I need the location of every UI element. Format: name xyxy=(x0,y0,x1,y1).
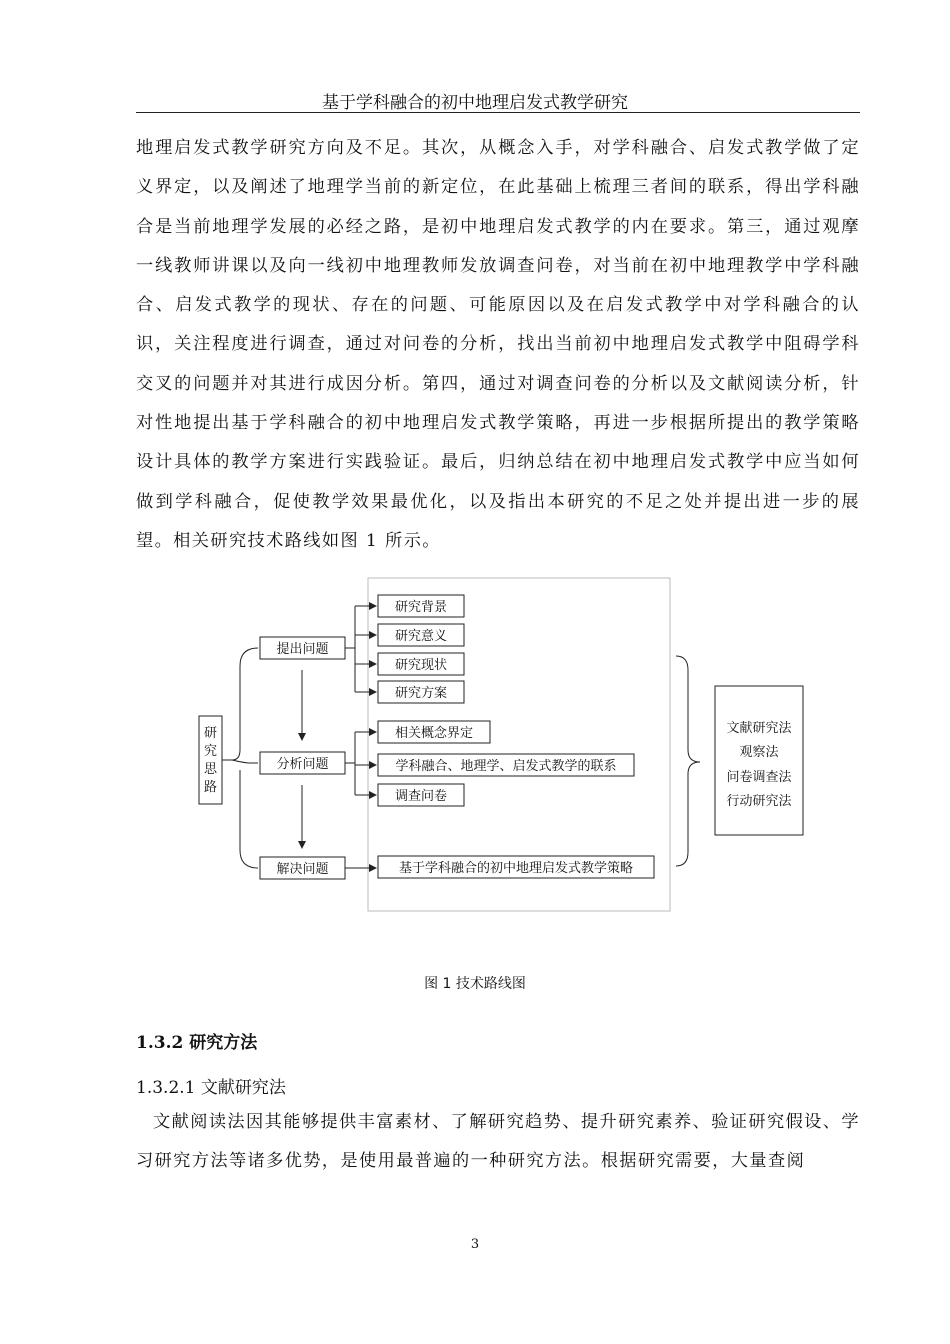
method-label: 问卷调查法 xyxy=(726,770,792,785)
root-bracket-middle xyxy=(232,760,258,763)
root-char: 究 xyxy=(203,744,218,759)
stage1-branch-lines xyxy=(345,606,355,692)
stage1-item: 研究方案 xyxy=(394,686,448,701)
method-label: 观察法 xyxy=(739,745,779,760)
stage2-branch-lines xyxy=(345,732,355,795)
body-paragraph-2: 文献阅读法因其能够提供丰富素材、了解研究趋势、提升研究素养、验证研究假设、学习研究方法等诸多优势，是使用最普遍的一种研究方法。根据研究需要，大量查阅 xyxy=(136,1112,860,1172)
page-number: 3 xyxy=(470,1237,480,1252)
section-heading: 1.3.2 研究方法 xyxy=(136,1033,258,1053)
methods-box xyxy=(715,686,803,835)
stage1-item: 研究现状 xyxy=(394,658,448,673)
root-bracket xyxy=(222,648,258,868)
root-char: 路 xyxy=(203,780,218,795)
subsection-heading: 1.3.2.1 文献研究法 xyxy=(136,1078,286,1098)
page-header-title: 基于学科融合的初中地理启发式教学研究 xyxy=(322,93,628,113)
stage-label-1: 提出问题 xyxy=(276,642,329,657)
stage-label-3: 解决问题 xyxy=(276,862,329,877)
right-bracket xyxy=(676,656,700,866)
stage-label-2: 分析问题 xyxy=(276,757,329,772)
stage3-item: 基于学科融合的初中地理启发式教学策略 xyxy=(398,861,634,876)
method-label: 文献研究法 xyxy=(726,721,792,736)
root-char: 思 xyxy=(203,762,218,777)
stage1-item: 研究背景 xyxy=(394,600,448,615)
stage1-item: 研究意义 xyxy=(394,629,448,644)
body-paragraph-1: 地理启发式教学研究方向及不足。其次，从概念入手，对学科融合、启发式教学做了定义界定，以及阐述了地理学当前的新定位，在此基础上梳理三者间的联系，得出学科融合是当前地理学发展的必经之路，是初中地理启发式教学的内在要求。第三，通过观摩一线教师讲课以及向一线初中地理教师发放调查问卷，对当前在初中地理教学中学科融合、启发式教学的现状、存在的问题、可能原因以及在启发式教学中对学科融合的认识，关注程度进行调查，通过对问卷的分析，找出当前初中地理启发式教学中阻碍学科交叉的问题并对其进行成因分析。第四，通过对调查问卷的分析以及文献阅读分析，针对性地提出基于学科融合的初中地理启发式教学策略，再进一步根据所提出的教学策略设计具体的教学方案进行实践验证。最后，归纳总结在初中地理启发式教学中应当如何做到学科融合，促使教学效果最优化，以及指出本研究的不足之处并提出进一步的展望。相关研究技术路线如图 1 所示。 xyxy=(136,138,860,551)
stage2-item: 调查问卷 xyxy=(394,789,448,804)
figure-caption: 图 1 技术路线图 xyxy=(424,976,526,992)
stage2-item: 学科融合、地理学、启发式教学的联系 xyxy=(395,759,617,774)
stage2-item: 相关概念界定 xyxy=(394,726,474,741)
root-char: 研 xyxy=(203,726,218,741)
method-label: 行动研究法 xyxy=(726,794,792,809)
